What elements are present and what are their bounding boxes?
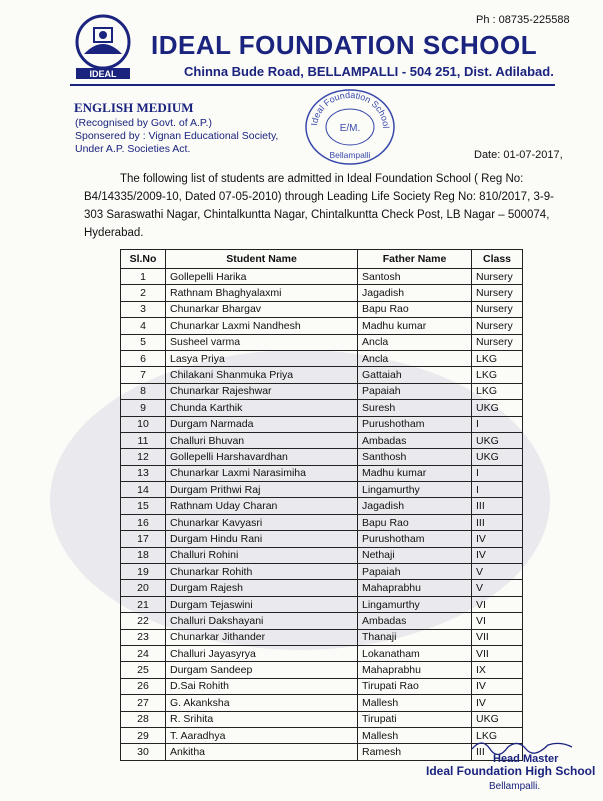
headmaster-signature [468,735,578,755]
row-class: UKG [472,711,523,727]
students-table [120,249,523,761]
row-sl-no: 5 [121,334,166,350]
table-row [121,596,523,612]
table-row [121,629,523,645]
row-student-name: Gollepelli Harika [166,269,358,285]
row-father-name: Lingamurthy [358,596,472,612]
row-sl-no: 24 [121,645,166,661]
row-class: IV [472,695,523,711]
row-father-name: Papaiah [358,383,472,399]
row-class: Nursery [472,285,523,301]
table-row [121,547,523,563]
students-table-body [121,269,523,761]
row-class: Nursery [472,318,523,334]
row-father-name: Ambadas [358,432,472,448]
header-father-name: Father Name [358,250,472,269]
row-student-name: Durgam Rajesh [166,580,358,596]
table-row [121,580,523,596]
row-class: III [472,498,523,514]
row-student-name: T. Aaradhya [166,727,358,743]
table-row [121,645,523,661]
table-row [121,662,523,678]
row-student-name: D.Sai Rohith [166,678,358,694]
row-class: VII [472,645,523,661]
row-sl-no: 7 [121,367,166,383]
row-father-name: Ambadas [358,613,472,629]
table-row [121,350,523,366]
row-student-name: Chunarkar Laxmi Nandhesh [166,318,358,334]
row-father-name: Tirupati Rao [358,678,472,694]
row-class: UKG [472,449,523,465]
row-class: I [472,465,523,481]
row-father-name: Nethaji [358,547,472,563]
seal-center-text: E/M. [339,123,361,134]
row-sl-no: 27 [121,695,166,711]
row-class: LKG [472,727,523,743]
row-student-name: Chunarkar Bhargav [166,301,358,317]
table-row [121,416,523,432]
row-sl-no: 3 [121,301,166,317]
sponsor-text: Sponsered by : Vignan Educational Society, [75,130,279,142]
row-student-name: Durgam Prithwi Raj [166,482,358,498]
row-sl-no: 21 [121,596,166,612]
row-father-name: Ancla [358,334,472,350]
table-row [121,301,523,317]
table-row [121,727,523,743]
table-row [121,285,523,301]
table-row [121,514,523,530]
phone-number: Ph : 08735-225588 [476,14,570,26]
row-student-name: Challuri Rohini [166,547,358,563]
table-row [121,432,523,448]
row-sl-no: 17 [121,531,166,547]
row-sl-no: 2 [121,285,166,301]
row-sl-no: 20 [121,580,166,596]
row-class: III [472,514,523,530]
row-father-name: Madhu kumar [358,465,472,481]
header-sl-no: Sl.No [121,250,166,269]
row-father-name: Purushotham [358,416,472,432]
row-father-name: Purushotham [358,531,472,547]
table-row [121,449,523,465]
row-class: LKG [472,350,523,366]
row-sl-no: 29 [121,727,166,743]
row-father-name: Mallesh [358,727,472,743]
act-text: Under A.P. Societies Act. [75,143,191,155]
table-row [121,383,523,399]
row-student-name: Lasya Priya [166,350,358,366]
row-sl-no: 9 [121,400,166,416]
row-sl-no: 16 [121,514,166,530]
table-row [121,613,523,629]
table-row [121,334,523,350]
row-father-name: Bapu Rao [358,301,472,317]
row-class: IV [472,547,523,563]
row-student-name: Rathnam Uday Charan [166,498,358,514]
row-father-name: Tirupati [358,711,472,727]
row-student-name: Chunarkar Rohith [166,564,358,580]
row-student-name: Challuri Dakshayani [166,613,358,629]
row-sl-no: 6 [121,350,166,366]
row-student-name: Durgam Tejaswini [166,596,358,612]
row-father-name: Mallesh [358,695,472,711]
row-sl-no: 11 [121,432,166,448]
signature-school-name: Ideal Foundation High School [426,764,596,778]
row-student-name: Challuri Jayasyrya [166,645,358,661]
row-father-name: Santhosh [358,449,472,465]
row-sl-no: 26 [121,678,166,694]
row-class: VI [472,596,523,612]
row-student-name: Chunarkar Laxmi Narasimiha [166,465,358,481]
row-student-name: G. Akanksha [166,695,358,711]
row-class: UKG [472,432,523,448]
table-row [121,482,523,498]
row-student-name: Durgam Hindu Rani [166,531,358,547]
logo-text: IDEAL [89,69,117,79]
header-student-name: Student Name [166,250,358,269]
table-row [121,744,523,760]
table-row [121,711,523,727]
row-class: III [472,744,523,760]
row-father-name: Jagadish [358,498,472,514]
admission-paragraph [84,170,560,242]
row-student-name: Durgam Narmada [166,416,358,432]
row-sl-no: 23 [121,629,166,645]
recognition-text: (Recognised by Govt. of A.P.) [75,117,212,129]
row-student-name: Chunarkar Kavyasri [166,514,358,530]
row-father-name: Madhu kumar [358,318,472,334]
row-sl-no: 28 [121,711,166,727]
row-sl-no: 4 [121,318,166,334]
table-row [121,498,523,514]
row-father-name: Lokanatham [358,645,472,661]
signature-place: Bellampalli. [489,781,541,792]
row-student-name: Gollepelli Harshavardhan [166,449,358,465]
row-father-name: Bapu Rao [358,514,472,530]
row-student-name: Susheel varma [166,334,358,350]
row-class: Nursery [472,301,523,317]
row-sl-no: 22 [121,613,166,629]
row-class: IV [472,678,523,694]
row-father-name: Lingamurthy [358,482,472,498]
row-class: UKG [472,400,523,416]
row-class: Nursery [472,334,523,350]
row-class: LKG [472,367,523,383]
row-class: VII [472,629,523,645]
row-father-name: Gattaiah [358,367,472,383]
table-header-row [121,250,523,269]
table-row [121,695,523,711]
row-student-name: Chunda Karthik [166,400,358,416]
row-class: LKG [472,383,523,399]
table-row [121,564,523,580]
school-logo [72,14,134,80]
seal-place-text: Bellampalli [329,150,371,160]
row-class: IV [472,531,523,547]
row-father-name: Suresh [358,400,472,416]
row-student-name: Chunarkar Jithander [166,629,358,645]
row-class: VI [472,613,523,629]
row-student-name: Ankitha [166,744,358,760]
row-sl-no: 19 [121,564,166,580]
row-father-name: Papaiah [358,564,472,580]
row-father-name: Mahaprabhu [358,580,472,596]
row-class: I [472,482,523,498]
row-sl-no: 1 [121,269,166,285]
seal-ring-text: Ideal Foundation School [309,89,392,129]
table-row [121,465,523,481]
row-student-name: Chunarkar Rajeshwar [166,383,358,399]
table-row [121,678,523,694]
row-father-name: Ramesh [358,744,472,760]
document-date: Date: 01-07-2017, [474,149,563,161]
row-sl-no: 10 [121,416,166,432]
school-address: Chinna Bude Road, BELLAMPALLI - 504 251, Dist. Adilabad. [184,64,554,79]
row-sl-no: 25 [121,662,166,678]
row-father-name: Thanaji [358,629,472,645]
school-seal [303,88,397,166]
row-class: V [472,564,523,580]
table-row [121,400,523,416]
row-father-name: Santosh [358,269,472,285]
school-name: IDEAL FOUNDATION SCHOOL [151,30,538,60]
headmaster-title: Head Master [493,753,559,765]
row-sl-no: 14 [121,482,166,498]
header-divider [70,84,555,86]
row-father-name: Ancla [358,350,472,366]
table-row [121,367,523,383]
row-class: Nursery [472,269,523,285]
table-row [121,531,523,547]
table-row [121,269,523,285]
table-row [121,318,523,334]
row-student-name: Rathnam Bhaghyalaxmi [166,285,358,301]
row-sl-no: 12 [121,449,166,465]
row-father-name: Jagadish [358,285,472,301]
row-sl-no: 15 [121,498,166,514]
row-class: IX [472,662,523,678]
row-sl-no: 18 [121,547,166,563]
row-student-name: Durgam Sandeep [166,662,358,678]
admission-text: The following list of students are admitted in Ideal Foundation School ( Reg No: B4/14335/2009-10, Dated 07-05-2010) through Leading Life Society Reg No: 810/2017, 3-9-303 Saraswathi Nagar, Chintalkuntta Nagar, Chintalkuntta Check Post, LB Nagar – 500074, Hyderabad. [84,173,554,239]
row-student-name: Chilakani Shanmuka Priya [166,367,358,383]
row-class: I [472,416,523,432]
row-student-name: Challuri Bhuvan [166,432,358,448]
row-father-name: Mahaprabhu [358,662,472,678]
row-sl-no: 13 [121,465,166,481]
row-sl-no: 8 [121,383,166,399]
row-class: V [472,580,523,596]
row-sl-no: 30 [121,744,166,760]
header-class: Class [472,250,523,269]
medium-label: ENGLISH MEDIUM [74,100,194,115]
row-student-name: R. Srihita [166,711,358,727]
